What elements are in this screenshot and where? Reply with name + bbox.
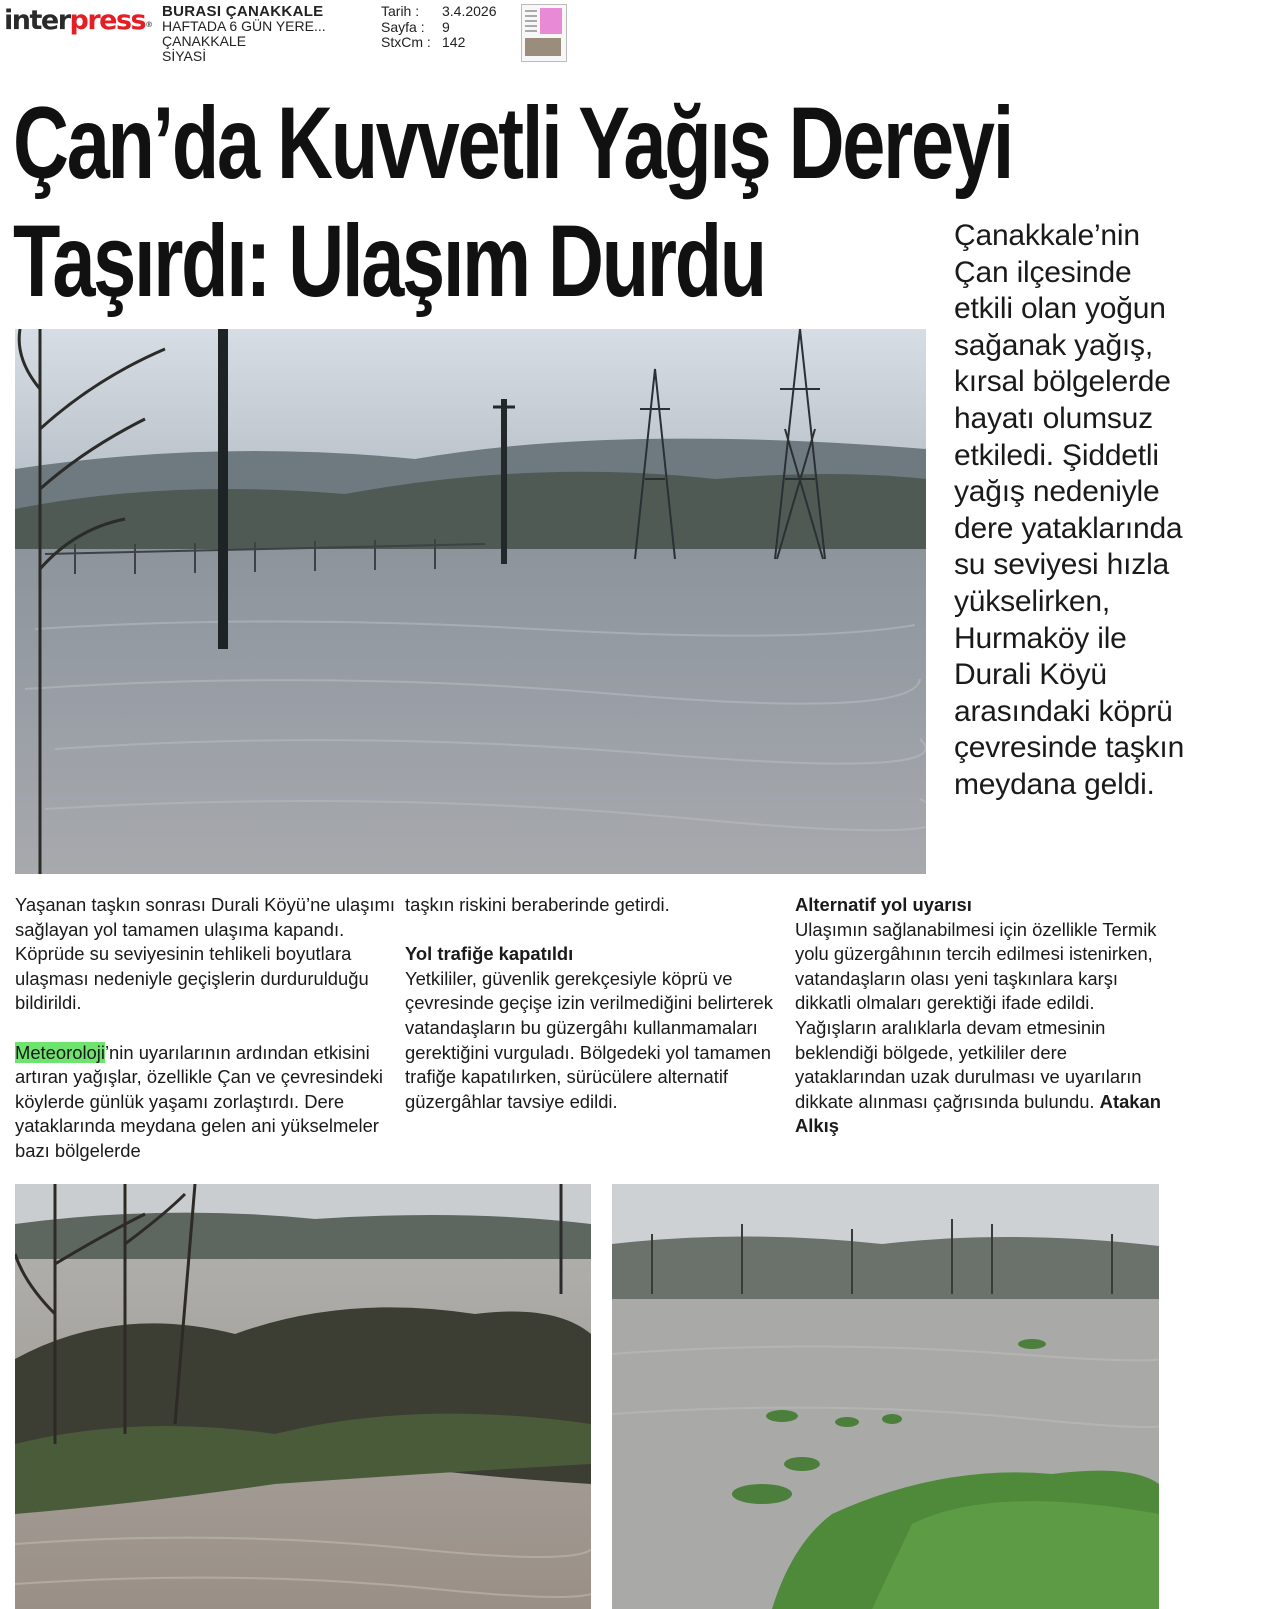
body-column-1 [15, 893, 395, 1164]
body-paragraph: Yağışların aralıklarla devam etmesinin beklendiği bölgede, yetkililer dere yataklarından uzak durulması ve uyarıların dikkate alınması çağrısında bulundu. Atakan Alkış [795, 1016, 1161, 1137]
meta-page: Sayfa : 9 [381, 18, 450, 35]
page-thumbnail[interactable] [521, 4, 567, 62]
body-paragraph: Ulaşımın sağlanabilmesi için özellikle Termik yolu güzergâhının tercih edilmesi istenirken, vatandaşların olası yeni taşkınlara karşı dikkatli olmaları gerektiği ifade edildi. [795, 918, 1157, 1014]
lead-paragraph: Çanakkale’nin Çan ilçesinde etkili olan yoğun sağanak yağış, kırsal bölgelerde hayatı olumsuz etkiledi. Şiddetli yağış nedeniyle dere yataklarında su seviyesi hızla yükselirken, Hurmaköy ile Durali Köyü arasındaki köprü çevresinde taşkın meydana geldi. [954, 219, 1185, 801]
publication-name: BURASI ÇANAKKALE [162, 3, 324, 20]
meta-stxcm: StxCm : 142 [381, 34, 466, 50]
body-paragraph: taşkın riskini beraberinde getirdi. [405, 894, 670, 915]
flood-photo-right [612, 1184, 1159, 1609]
subheading-alternative-route: Alternatif yol uyarısı [795, 894, 972, 915]
body-paragraph: Yetkililer, güvenlik gerekçesiyle köprü ve çevresinde geçişe izin verilmediğini belirterek vatandaşların bu güzergâhı kullanmamaları gerektiğini vurguladı. Bölgedeki yol tamamen trafiğe kapatılırken, sürücülere alternatif güzergâhlar tavsiye edildi. [405, 967, 773, 1112]
publication-category: SİYASİ [162, 48, 207, 64]
main-flood-photo [15, 329, 926, 874]
clipping-meta [381, 4, 497, 51]
interpress-logo: interpress® [4, 5, 154, 36]
publication-info [162, 4, 326, 64]
body-column-2 [405, 893, 775, 1114]
headline: Çan’da Kuvvetli Yağış Dereyi Taşırdı: Ulaşım Durdu [13, 86, 1012, 318]
publication-frequency: HAFTADA 6 GÜN YERE... [162, 18, 326, 34]
meta-date: Tarih : 3.4.2026 [381, 3, 497, 19]
publication-region: ÇANAKKALE [162, 33, 247, 49]
author-name: Atakan Alkış [795, 1090, 1161, 1137]
body-paragraph: Yaşanan taşkın sonrası Durali Köyü’ne ulaşımı sağlayan yol tamamen ulaşıma kapandı. Köprüde su seviyesinin tehlikeli boyutlara ulaşması nedeniyle geçişlerin durdurulduğu bildirildi. [15, 894, 395, 1014]
flood-photo-left [15, 1184, 591, 1609]
subheading-road-closed: Yol trafiğe kapatıldı [405, 943, 574, 965]
highlighted-keyword: Meteoroloji [15, 1041, 105, 1063]
body-column-3 [795, 893, 1165, 1139]
body-paragraph: Meteoroloji’nin uyarılarının ardından etkisini artıran yağışlar, özellikle Çan ve çevresindeki köylerde günlük yaşamı zorlaştırdı. Dere yataklarında meydana gelen ani yükselmeler bazı bölgelerde [15, 1041, 383, 1161]
